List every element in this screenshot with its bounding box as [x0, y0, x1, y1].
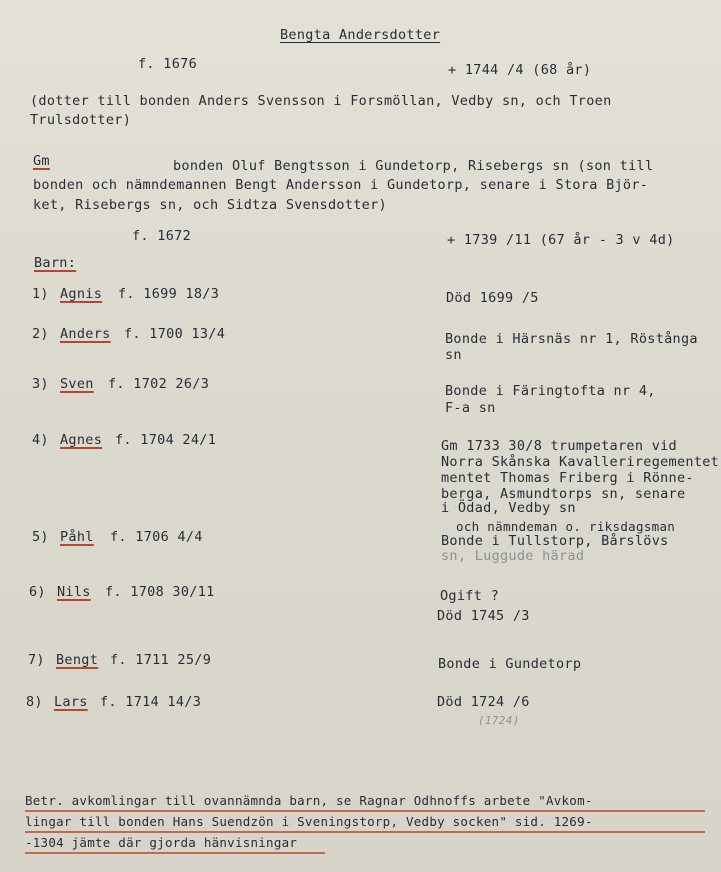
parents-line-1: (dotter till bonden Anders Svensson i Forsmöllan, Vedby sn, och Troen	[30, 93, 612, 109]
child-name: Sven	[60, 376, 94, 392]
person-name: Bengta Andersdotter	[280, 27, 441, 43]
child-note-line: och nämndeman o. riksdagsman	[456, 519, 676, 534]
child-birth: f. 1704 24/1	[115, 432, 217, 448]
child-name: Nils	[57, 584, 91, 600]
parents-line-2: Trulsdotter)	[30, 112, 132, 128]
child-birth: f. 1699 18/3	[118, 286, 220, 302]
child-birth: f. 1700 13/4	[124, 326, 226, 342]
child-note-line: Gm 1733 30/8 trumpetaren vid	[441, 438, 677, 454]
child-note-line: Död 1724 /6	[437, 694, 530, 710]
spouse-line-2: bonden och nämndemannen Bengt Andersson i Gundetorp, senare i Stora Björ-	[33, 177, 649, 193]
child-number: 1)	[32, 286, 49, 302]
child-number: 4)	[32, 432, 49, 448]
footer-underline	[25, 831, 705, 833]
child-note-line: mentet Thomas Friberg i Rönne-	[441, 470, 694, 486]
spouse-line-1: bonden Oluf Bengtsson i Gundetorp, Risebergs sn (son till	[173, 158, 654, 174]
child-name: Påhl	[60, 529, 94, 545]
child-note-line: (1724)	[478, 714, 520, 727]
spouse-line-3: ket, Risebergs sn, och Sidtza Svensdotter)	[33, 197, 387, 213]
child-name: Lars	[54, 694, 88, 710]
person-death: + 1744 /4 (68 år)	[448, 62, 592, 78]
child-note-line: berga, Asmundtorps sn, senare	[441, 486, 686, 502]
child-note-line: Bonde i Gundetorp	[438, 656, 582, 672]
child-note-line: Bonde i Härsnäs nr 1, Röstånga	[445, 331, 698, 347]
child-name: Agnes	[60, 432, 103, 448]
child-name: Anders	[60, 326, 111, 342]
child-note-line: sn	[445, 347, 462, 363]
child-note-line: Död 1699 /5	[446, 290, 539, 306]
child-note-line: Död 1745 /3	[437, 608, 530, 624]
footer-underline	[25, 852, 325, 854]
footer-underline	[25, 810, 705, 812]
child-number: 3)	[32, 376, 49, 392]
footer-line-3: -1304 jämte där gjorda hänvisningar	[25, 835, 298, 850]
person-birth: f. 1676	[138, 56, 197, 72]
child-note-line: Bonde i Färingtofta nr 4,	[445, 383, 656, 399]
child-number: 2)	[32, 326, 49, 342]
footer-line-1: Betr. avkomlingar till ovannämnda barn, se Ragnar Odhnoffs arbete "Avkom-	[25, 793, 593, 808]
child-birth: f. 1711 25/9	[110, 652, 212, 668]
child-birth: f. 1708 30/11	[105, 584, 215, 600]
child-note-line: i Ödad, Vedby sn	[441, 500, 576, 516]
child-birth: f. 1706 4/4	[110, 529, 203, 545]
child-name: Bengt	[56, 652, 99, 668]
child-name: Agnis	[60, 286, 103, 302]
spouse-birth: f. 1672	[132, 228, 191, 244]
child-note-line: Bonde i Tullstorp, Bårslövs	[441, 533, 669, 549]
child-number: 5)	[32, 529, 49, 545]
spouse-label: Gm	[33, 153, 50, 169]
child-birth: f. 1702 26/3	[108, 376, 210, 392]
spouse-death: + 1739 /11 (67 år - 3 v 4d)	[447, 232, 675, 248]
child-note-line: Ogift ?	[440, 588, 499, 604]
child-number: 7)	[28, 652, 45, 668]
child-number: 6)	[29, 584, 46, 600]
child-birth: f. 1714 14/3	[100, 694, 202, 710]
child-note-line: F-a sn	[445, 400, 496, 416]
child-note-line: Norra Skånska Kavalleriregementet	[441, 454, 720, 470]
children-label: Barn:	[34, 255, 77, 271]
child-note-line: sn, Luggude härad	[441, 548, 585, 564]
child-number: 8)	[26, 694, 43, 710]
footer-line-2: lingar till bonden Hans Suendzön i Sveningstorp, Vedby socken" sid. 1269-	[25, 814, 593, 829]
